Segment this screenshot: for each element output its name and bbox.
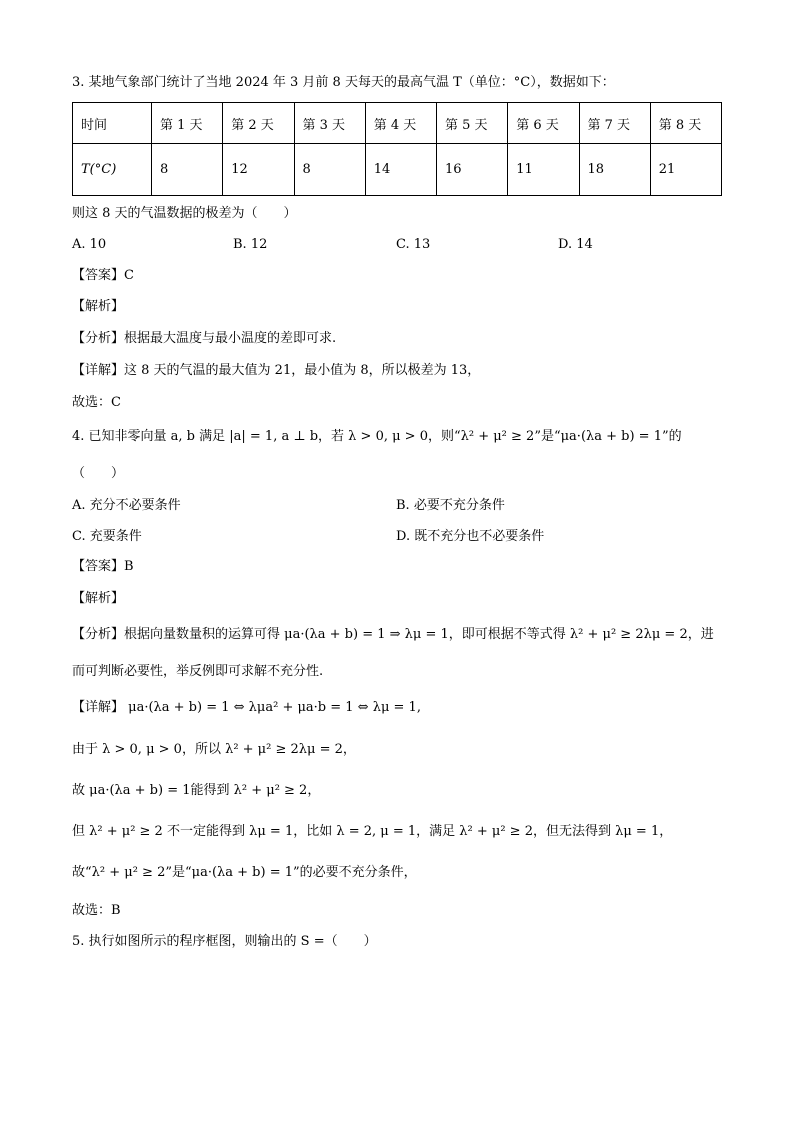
q3-option-c: C. 13: [396, 237, 431, 252]
q4-jiexi-heading: 【解析】: [72, 591, 125, 606]
q4-detail-line-3: 但 λ² + μ² ≥ 2 不一定能得到 λμ = 1，比如 λ = 2, μ = 1，满足 λ² + μ² ≥ 2，但无法得到 λμ = 1，: [72, 824, 673, 839]
q4-answer: 【答案】B: [72, 559, 134, 574]
table-header-cell: 第 7 天: [579, 103, 650, 144]
table-header-cell: 时间: [73, 103, 152, 144]
q4-analysis-line-2: 而可判断必要性，举反例即可求解不充分性.: [72, 664, 324, 679]
q3-question: 则这 8 天的气温数据的极差为（ ）: [72, 206, 297, 221]
table-header-cell: 第 6 天: [508, 103, 579, 144]
q3-answer: 【答案】C: [72, 268, 134, 283]
table-header-cell: 第 2 天: [223, 103, 294, 144]
q3-option-a: A. 10: [72, 237, 107, 252]
q4-detail: 【详解】 μa·(λa + b) = 1 ⇔ λμa² + μa·b = 1 ⇔ λμ = 1,: [72, 700, 421, 715]
table-cell: 8: [152, 144, 223, 196]
table-cell: 8: [294, 144, 365, 196]
q4-option-d: D. 既不充分也不必要条件: [396, 529, 545, 544]
table-cell: 18: [579, 144, 650, 196]
q3-analysis: 【分析】根据最大温度与最小温度的差即可求.: [72, 331, 337, 346]
table-header-cell: 第 1 天: [152, 103, 223, 144]
q5-stem: 5. 执行如图所示的程序框图，则输出的 S =（ ）: [72, 934, 377, 949]
q4-option-a: A. 充分不必要条件: [72, 498, 181, 513]
q4-option-c: C. 充要条件: [72, 529, 142, 544]
q4-detail-line-2: 故 μa·(λa + b) = 1能得到 λ² + μ² ≥ 2，: [72, 783, 321, 798]
q3-stem: 3. 某地气象部门统计了当地 2024 年 3 月前 8 天每天的最高气温 T（单位：°C），数据如下：: [72, 75, 615, 90]
table-cell: 16: [437, 144, 508, 196]
q4-stem-bracket: （ ）: [72, 466, 125, 481]
table-header-cell: 第 5 天: [437, 103, 508, 144]
q4-conclusion: 故选：B: [72, 903, 121, 918]
q4-analysis-line-1: 【分析】根据向量数量积的运算可得 μa·(λa + b) = 1 ⇒ λμ = 1，即可根据不等式得 λ² + μ² ≥ 2λμ = 2，进: [72, 627, 714, 642]
table-header-cell: 第 3 天: [294, 103, 365, 144]
q3-detail: 【详解】这 8 天的气温的最大值为 21，最小值为 8，所以极差为 13，: [72, 363, 481, 378]
table-cell-label: T(°C): [73, 144, 152, 196]
q4-option-b: B. 必要不充分条件: [396, 498, 505, 513]
table-header-cell: 第 8 天: [650, 103, 721, 144]
q3-conclusion: 故选：C: [72, 395, 121, 410]
q3-jiexi-heading: 【解析】: [72, 299, 125, 314]
table-cell: 21: [650, 144, 721, 196]
temperature-table: [72, 102, 722, 196]
q4-detail-line-4: 故“λ² + μ² ≥ 2”是“μa·(λa + b) = 1”的必要不充分条件，: [72, 865, 417, 880]
table-cell: 12: [223, 144, 294, 196]
q3-option-b: B. 12: [233, 237, 268, 252]
table-cell: 14: [365, 144, 436, 196]
table-header-cell: 第 4 天: [365, 103, 436, 144]
table-cell: 11: [508, 144, 579, 196]
q3-option-d: D. 14: [558, 237, 593, 252]
q4-detail-line-1: 由于 λ > 0, μ > 0，所以 λ² + μ² ≥ 2λμ = 2，: [72, 742, 356, 757]
q4-stem: 4. 已知非零向量 a, b 满足 |a| = 1, a ⊥ b，若 λ > 0, μ > 0，则“λ² + μ² ≥ 2”是“μa·(λa + b) = 1”的: [72, 429, 682, 444]
